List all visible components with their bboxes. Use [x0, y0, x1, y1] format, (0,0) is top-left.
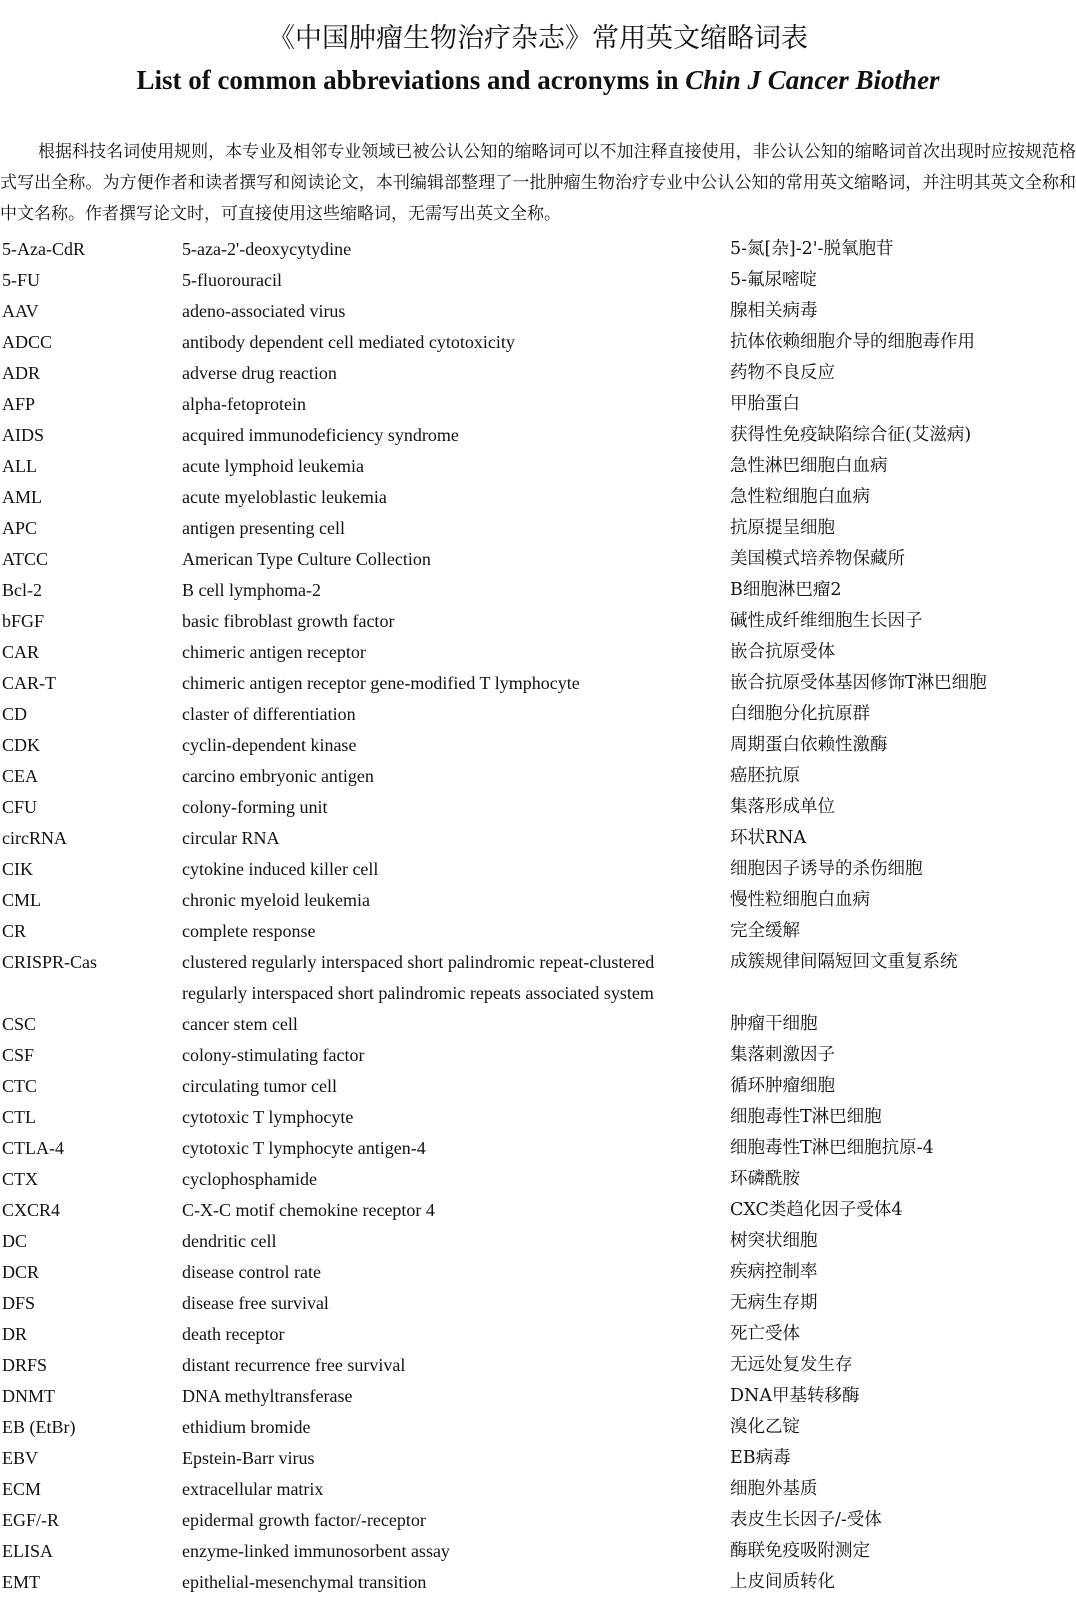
table-row — [0, 1412, 1076, 1443]
english-term-cell: disease control rate — [182, 1262, 321, 1282]
abbreviation-cell: ECM — [2, 1479, 42, 1499]
chinese-term-cell: 循环肿瘤细胞 — [730, 1076, 835, 1096]
abbreviation-cell: DCR — [2, 1262, 40, 1282]
abbreviation-cell: CSF — [2, 1045, 35, 1065]
chinese-term-cell: 疾病控制率 — [730, 1262, 818, 1282]
chinese-term-cell: 急性粒细胞白血病 — [730, 487, 870, 507]
abbreviation-cell: Bcl-2 — [2, 580, 42, 600]
table-row — [0, 1350, 1076, 1381]
chinese-term-cell: 死亡受体 — [730, 1324, 800, 1344]
abbreviation-cell: CTL — [2, 1107, 36, 1127]
english-term-cell: cytotoxic T lymphocyte — [182, 1107, 354, 1127]
chinese-term-cell: 上皮间质转化 — [730, 1572, 835, 1592]
table-row — [0, 1164, 1076, 1195]
table-row — [0, 1567, 1076, 1598]
journal-name: Chin J Cancer Biother — [685, 65, 940, 95]
table-row — [0, 637, 1076, 668]
abbreviation-cell: CR — [2, 921, 27, 941]
english-term-cell: adeno-associated virus — [182, 301, 346, 321]
abbreviation-cell: CXCR4 — [2, 1200, 61, 1220]
table-row — [0, 885, 1076, 916]
chinese-term-cell: EB病毒 — [730, 1448, 791, 1468]
chinese-term-cell: 树突状细胞 — [730, 1231, 818, 1251]
english-term-cell: Epstein-Barr virus — [182, 1448, 315, 1468]
chinese-term-cell: 5-氮[杂]-2'-脱氧胞苷 — [730, 239, 894, 259]
title-english-prefix: List of common abbreviations and acronyms in — [136, 65, 686, 95]
english-term-cell: colony-forming unit — [182, 797, 328, 817]
table-row — [0, 1257, 1076, 1288]
table-row — [0, 668, 1076, 699]
english-term-cell: acquired immunodeficiency syndrome — [182, 425, 459, 445]
abbreviation-cell: CSC — [2, 1014, 37, 1034]
abbreviation-cell: EBV — [2, 1448, 38, 1468]
table-row — [0, 792, 1076, 823]
table-row — [0, 606, 1076, 637]
english-term-cell: basic fibroblast growth factor — [182, 611, 395, 631]
table-row — [0, 327, 1076, 358]
abbreviation-cell: DFS — [2, 1293, 36, 1313]
table-row — [0, 1071, 1076, 1102]
english-term-cell: complete response — [182, 921, 316, 941]
english-term-cell: epidermal growth factor/-receptor — [182, 1510, 426, 1530]
table-row — [0, 854, 1076, 885]
english-term-cell: cyclophosphamide — [182, 1169, 317, 1189]
english-term-cell: carcino embryonic antigen — [182, 766, 374, 786]
english-term-cell: C-X-C motif chemokine receptor 4 — [182, 1200, 435, 1220]
english-term-cell: extracellular matrix — [182, 1479, 324, 1499]
abbreviation-cell: CML — [2, 890, 42, 910]
english-term-cell: cancer stem cell — [182, 1014, 298, 1034]
chinese-term-cell: 细胞因子诱导的杀伤细胞 — [730, 859, 923, 879]
english-term-cell: adverse drug reaction — [182, 363, 337, 383]
abbreviation-cell: APC — [2, 518, 38, 538]
table-row — [0, 1288, 1076, 1319]
table-row — [0, 451, 1076, 482]
abbreviation-cell: EB (EtBr) — [2, 1417, 76, 1437]
abbreviation-cell: ADCC — [2, 332, 53, 352]
table-row — [0, 1505, 1076, 1536]
chinese-term-cell: 表皮生长因子/-受体 — [730, 1510, 882, 1530]
chinese-term-cell: 无远处复发生存 — [730, 1355, 853, 1375]
abbreviation-cell: CTLA-4 — [2, 1138, 64, 1158]
abbreviation-cell: CRISPR-Cas — [2, 952, 98, 972]
english-term-cell: ethidium bromide — [182, 1417, 311, 1437]
abbreviation-cell: CAR — [2, 642, 40, 662]
abbreviation-cell: 5-FU — [2, 270, 41, 290]
chinese-term-cell: 嵌合抗原受体 — [730, 642, 835, 662]
chinese-term-cell: 集落形成单位 — [730, 797, 835, 817]
english-term-cell: claster of differentiation — [182, 704, 356, 724]
chinese-term-cell: B细胞淋巴瘤2 — [730, 580, 842, 600]
chinese-term-cell: 无病生存期 — [730, 1293, 818, 1313]
intro-paragraph: 根据科技名词使用规则，本专业及相邻专业领域已被公认公知的缩略词可以不加注释直接使用，非公认公知的缩略词首次出现时应按规范格式写出全称。为方便作者和读者撰写和阅读论文，本刊编辑部整理了一批肿瘤生物治疗专业中公认公知的常用英文缩略词，并注明其英文全称和中文名称。作者撰写论文时，可直接使用这些缩略词，无需写出英文全称。 — [0, 142, 1076, 224]
chinese-term-cell: 药物不良反应 — [730, 363, 835, 383]
chinese-term-cell: 周期蛋白依赖性激酶 — [730, 735, 888, 755]
english-term-cell: cytokine induced killer cell — [182, 859, 379, 879]
abbreviation-cell: ATCC — [2, 549, 49, 569]
english-term-cell: dendritic cell — [182, 1231, 277, 1251]
table-row — [0, 1474, 1076, 1505]
chinese-term-cell: 5-氟尿嘧啶 — [730, 270, 818, 290]
abbreviation-cell: EMT — [2, 1572, 40, 1592]
english-term-cell: 5-fluorouracil — [182, 270, 282, 290]
english-term-cell: chimeric antigen receptor — [182, 642, 366, 662]
abbreviation-cell: CDK — [2, 735, 41, 755]
table-row — [0, 1226, 1076, 1257]
table-row — [0, 1319, 1076, 1350]
chinese-term-cell: 甲胎蛋白 — [730, 394, 800, 414]
abbreviation-cell: AAV — [2, 301, 39, 321]
chinese-term-cell: 腺相关病毒 — [730, 301, 818, 321]
table-row — [0, 296, 1076, 327]
table-row — [0, 389, 1076, 420]
chinese-term-cell: 酶联免疫吸附测定 — [730, 1541, 870, 1561]
english-term-cell: acute myeloblastic leukemia — [182, 487, 387, 507]
table-row — [0, 1381, 1076, 1412]
chinese-term-cell: 美国模式培养物保藏所 — [730, 549, 905, 569]
chinese-term-cell: 肿瘤干细胞 — [730, 1014, 818, 1034]
table-row — [0, 265, 1076, 296]
abbreviation-table — [0, 234, 1076, 1598]
chinese-term-cell: 环磷酰胺 — [730, 1169, 800, 1189]
chinese-term-cell: 碱性成纤维细胞生长因子 — [730, 611, 923, 631]
chinese-term-cell: CXC类趋化因子受体4 — [730, 1200, 903, 1220]
abbreviation-cell: AIDS — [2, 425, 45, 445]
chinese-term-cell: 集落刺激因子 — [730, 1045, 835, 1065]
abbreviation-cell: AFP — [2, 394, 36, 414]
table-row — [0, 482, 1076, 513]
abbreviation-cell: circRNA — [2, 828, 67, 848]
abbreviation-cell: EGF/-R — [2, 1510, 60, 1530]
abbreviation-cell: CFU — [2, 797, 38, 817]
english-term-cell: distant recurrence free survival — [182, 1355, 406, 1375]
english-term-cell: antigen presenting cell — [182, 518, 345, 538]
table-row — [0, 699, 1076, 730]
abbreviation-cell: ALL — [2, 456, 37, 476]
chinese-term-cell: 细胞毒性T淋巴细胞抗原-4 — [730, 1138, 934, 1158]
english-term-cell: 5-aza-2'-deoxycytydine — [182, 239, 352, 259]
table-row — [0, 234, 1076, 265]
english-term-cell: circulating tumor cell — [182, 1076, 337, 1096]
table-row — [0, 916, 1076, 947]
english-term-cell: cytotoxic T lymphocyte antigen-4 — [182, 1138, 426, 1158]
table-row — [0, 761, 1076, 792]
chinese-term-cell: 环状RNA — [730, 828, 807, 848]
english-term-cell: DNA methyltransferase — [182, 1386, 353, 1406]
english-term-cell: antibody dependent cell mediated cytotoxicity — [182, 332, 515, 352]
english-term-cell: circular RNA — [182, 828, 280, 848]
page-title-english — [0, 62, 1076, 98]
table-row — [0, 1443, 1076, 1474]
chinese-term-cell: 嵌合抗原受体基因修饰T淋巴细胞 — [730, 673, 987, 693]
english-term-continuation-cell: regularly interspaced short palindromic repeats associated system — [182, 983, 654, 1003]
english-term-cell: clustered regularly interspaced short palindromic repeat-clustered — [182, 952, 655, 972]
table-row — [0, 730, 1076, 761]
page-title-chinese: 《中国肿瘤生物治疗杂志》常用英文缩略词表 — [268, 23, 808, 54]
table-row — [0, 947, 1076, 1009]
table-row — [0, 1102, 1076, 1133]
english-term-cell: American Type Culture Collection — [182, 549, 431, 569]
abbreviation-cell: ELISA — [2, 1541, 53, 1561]
chinese-term-cell: 慢性粒细胞白血病 — [730, 890, 870, 910]
table-row — [0, 1133, 1076, 1164]
abbreviation-cell: CIK — [2, 859, 33, 879]
abbreviation-cell: DRFS — [2, 1355, 48, 1375]
abbreviation-cell: AML — [2, 487, 42, 507]
chinese-term-cell: 白细胞分化抗原群 — [730, 704, 870, 724]
table-row — [0, 544, 1076, 575]
abbreviation-cell: 5-Aza-CdR — [2, 239, 85, 259]
table-row — [0, 1009, 1076, 1040]
abbreviation-cell: CTX — [2, 1169, 38, 1189]
chinese-term-cell: 抗体依赖细胞介导的细胞毒作用 — [730, 332, 975, 352]
english-term-cell: cyclin-dependent kinase — [182, 735, 357, 755]
abbreviation-cell: DR — [2, 1324, 28, 1344]
chinese-term-cell: 溴化乙锭 — [730, 1417, 800, 1437]
abbreviation-cell: CD — [2, 704, 28, 724]
table-row — [0, 420, 1076, 451]
table-row — [0, 1040, 1076, 1071]
english-term-cell: disease free survival — [182, 1293, 329, 1313]
table-row — [0, 575, 1076, 606]
english-term-cell: epithelial-mesenchymal transition — [182, 1572, 427, 1592]
table-row — [0, 823, 1076, 854]
abbreviation-cell: ADR — [2, 363, 41, 383]
chinese-term-cell: 抗原提呈细胞 — [730, 518, 835, 538]
chinese-term-cell: DNA甲基转移酶 — [730, 1386, 860, 1406]
table-row — [0, 1536, 1076, 1567]
abbreviation-cell: CEA — [2, 766, 38, 786]
chinese-term-cell: 急性淋巴细胞白血病 — [730, 456, 888, 476]
abbreviation-cell: DC — [2, 1231, 28, 1251]
table-row — [0, 358, 1076, 389]
english-term-cell: chronic myeloid leukemia — [182, 890, 370, 910]
chinese-term-cell: 细胞外基质 — [730, 1479, 818, 1499]
table-row — [0, 513, 1076, 544]
english-term-cell: enzyme-linked immunosorbent assay — [182, 1541, 450, 1561]
chinese-term-cell: 癌胚抗原 — [730, 766, 800, 786]
chinese-term-cell: 细胞毒性T淋巴细胞 — [730, 1107, 882, 1127]
abbreviation-cell: CAR-T — [2, 673, 56, 693]
chinese-term-cell: 获得性免疫缺陷综合征(艾滋病) — [730, 425, 972, 445]
abbreviation-cell: DNMT — [2, 1386, 55, 1406]
english-term-cell: acute lymphoid leukemia — [182, 456, 364, 476]
english-term-cell: chimeric antigen receptor gene-modified T lymphocyte — [182, 673, 580, 693]
abbreviation-cell: bFGF — [2, 611, 45, 631]
english-term-cell: death receptor — [182, 1324, 285, 1344]
table-row — [0, 1195, 1076, 1226]
chinese-term-cell: 完全缓解 — [730, 921, 800, 941]
english-term-cell: B cell lymphoma-2 — [182, 580, 321, 600]
chinese-term-cell: 成簇规律间隔短回文重复系统 — [730, 952, 958, 972]
english-term-cell: alpha-fetoprotein — [182, 394, 306, 414]
abbreviation-cell: CTC — [2, 1076, 38, 1096]
english-term-cell: colony-stimulating factor — [182, 1045, 365, 1065]
